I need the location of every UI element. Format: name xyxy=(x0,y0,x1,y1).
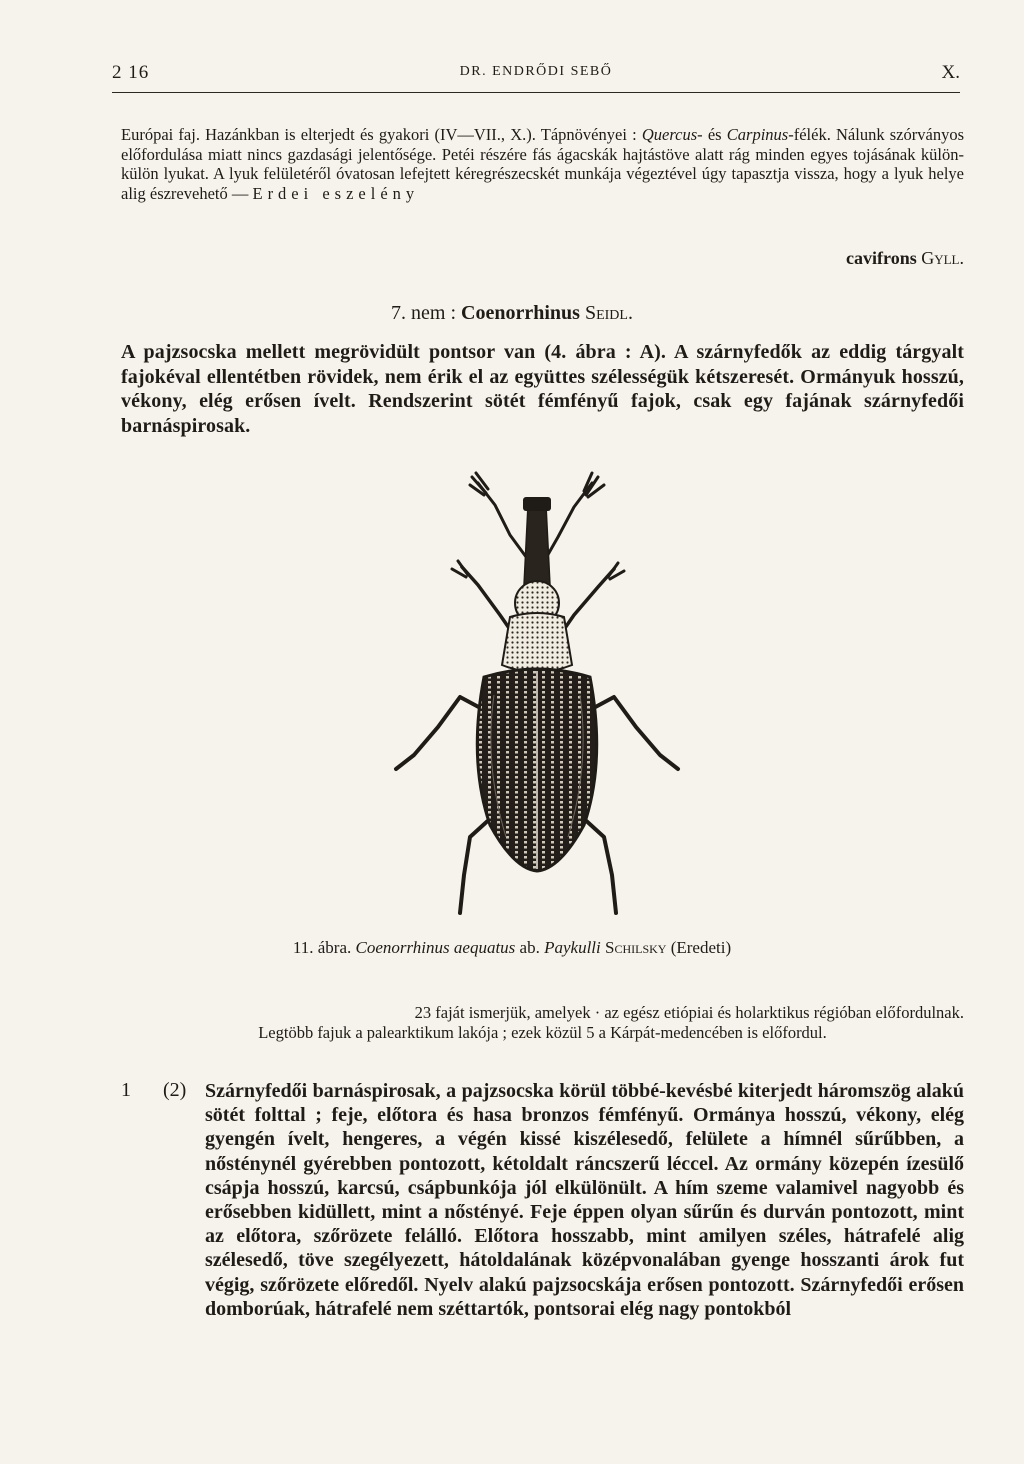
intro-text: Európai faj. Hazánkban is elterjedt és gyakori (IV—VII., X.). Tápnövényei : xyxy=(121,125,637,144)
intro-paragraph xyxy=(121,125,964,203)
chapter-number: X. xyxy=(941,62,960,83)
figure-note: (Eredeti) xyxy=(670,938,732,957)
species-name: cavifrons xyxy=(846,248,917,268)
figure-caption xyxy=(0,938,1024,958)
beetle-illustration xyxy=(360,465,690,935)
source-name: Erdei eszelény xyxy=(252,183,420,203)
species-name-line xyxy=(846,248,964,269)
running-header xyxy=(112,58,960,93)
genus-name: Coenorrhinus xyxy=(461,302,580,324)
genus-prefix: 7. nem : xyxy=(391,302,462,324)
key-number: 1 xyxy=(121,1079,131,1101)
key-reference: (2) xyxy=(163,1079,187,1101)
species-count-line-1: 23 faját ismerjük, amelyek · az egész etiópiai és holarktikus régióban előfordulnak. xyxy=(414,1003,964,1022)
host-connector: - és xyxy=(697,125,727,144)
species-author: Gyll. xyxy=(921,248,964,268)
figure-ab: ab. xyxy=(519,938,540,957)
running-author: DR. ENDRŐDI SEBŐ xyxy=(459,64,613,79)
figure-label: 11. ábra. xyxy=(292,938,352,957)
species-count-line-2: Legtöbb fajuk a palearktikum lakója ; ezek közül 5 a Kárpát-medencében is előfordul. xyxy=(258,1023,827,1042)
figure-author: Schilsky xyxy=(605,938,667,957)
figure-aberration: Paykulli xyxy=(544,938,601,957)
genus-author: Seidl. xyxy=(584,302,633,324)
key-description: Szárnyfedői barnáspirosak, a pajzsocska körül többé-kevésbé kiterjedt háromszög alakú sötét folttal ; feje, előtora és hasa bronzos fémfényű. Ormánya hosszú, vékony, elég gyengén ívelt, hengeres, a végén kissé kiszélesedő, felülete a hímnél sűrűbben, a nősténynél gyérebben pontozott, kétoldalt ráncszerű léccel. Az ormány közepén ízesülő csápja hosszú, karcsú, csápbunkója jól elkülönült. A hím szeme valamivel nagyobb és erősebben kidüllett, mint a nőstényé. Feje éppen olyan sűrűn és durván pontozott, mint az előtora, szőrözete felálló. Előtora hosszabb, mint amilyen széles, hátrafelé alig szélesedő, töve szegélyezett, hátoldalának középvonalában gyenge hosszanti árok fut végig, szőrözete előredől. Nyelv alakú pajzsocskája erősen pontozott. Szárnyfedői erősen domborúak, hátrafelé nem széttartók, pontsorai elég nagy pontokból xyxy=(205,1080,964,1320)
genus-description: A pajzsocska mellett megrövidült pontsor van (4. ábra : A). A szárnyfedők az eddig tárgyalt fajokéval ellentétben rövidek, nem érik el az együttes szélességük kétszeresét. Ormányuk hosszú, vékony, elég erősen ívelt. Rendszerint sötét fémfényű fajok, csak egy fajának szárnyfedői barnáspirosak. xyxy=(121,341,964,437)
host-carpinus: Carpinus xyxy=(726,125,789,144)
host-quercus: Quercus xyxy=(641,125,698,144)
page-number: 2 16 xyxy=(112,62,150,83)
species-count-paragraph xyxy=(121,1003,964,1043)
intro-text-2: -félék. Nálunk szórványos előfordulása miatt nincs gazdasági jelentősége. Petéi részére fás ágacskák hajtástöve alatt rág minden egyes tojásának külön-külön lyukat. A lyuk felületéről óvatosan lefejtett kéregrészecskét munkája végeztével úgy tapasztja vissza, hogy a lyuk helye alig észrevehető — xyxy=(121,125,964,203)
genus-heading xyxy=(0,302,1024,325)
figure-taxon: Coenorrhinus aequatus xyxy=(355,938,516,957)
